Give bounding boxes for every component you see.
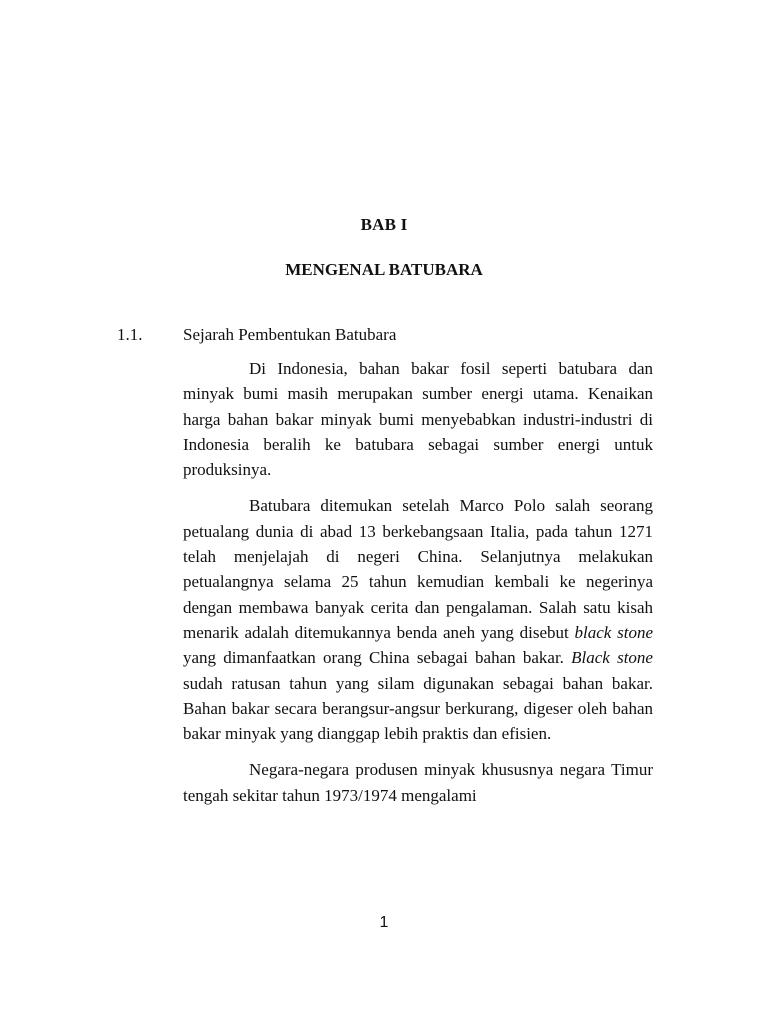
paragraph-2-part-b: yang dimanfaatkan orang China sebagai bahan bakar.: [183, 648, 572, 668]
page-number: 1: [379, 914, 389, 931]
italic-term-black-stone-2: Black stone: [571, 648, 653, 668]
body-text: [183, 356, 653, 819]
chapter-title: MENGENAL BATUBARA: [285, 260, 483, 279]
section-title: Sejarah Pembentukan Batubara: [183, 325, 397, 344]
paragraph-1: Di Indonesia, bahan bakar fosil seperti batubara dan minyak bumi masih merupakan sumber energi utama. Kenaikan harga bahan bakar minyak bumi menyebabkan industri-industri di Indonesia beralih ke batubara sebagai sumber energi untuk produksinya.: [183, 359, 653, 480]
chapter-label: BAB I: [360, 215, 408, 234]
paragraph-2: [183, 493, 653, 746]
section-heading: [117, 322, 657, 347]
paragraph-2-part-c: sudah ratusan tahun yang silam digunakan sebagai bahan bakar. Bahan bakar secara berangsur-angsur berkurang, digeser oleh bahan bakar minyak yang dianggap lebih praktis dan efisien.: [183, 673, 653, 744]
paragraph-3: Negara-negara produsen minyak khususnya negara Timur tengah sekitar tahun 1973/1974 mengalami: [183, 760, 653, 805]
paragraph-2-part-a: Batubara ditemukan setelah Marco Polo salah seorang petualang dunia di abad 13 berkebangsaan Italia, pada tahun 1271 telah menjelajah di negeri China. Selanjutnya melakukan petualangnya selama 25 tahun kemudian kembali ke negerinya dengan membawa banyak cerita dan pengalaman. Salah satu kisah menarik adalah ditemukannya benda aneh yang disebut: [183, 496, 653, 642]
italic-term-black-stone: black stone: [574, 622, 653, 642]
section-number: 1.1.: [117, 325, 143, 344]
